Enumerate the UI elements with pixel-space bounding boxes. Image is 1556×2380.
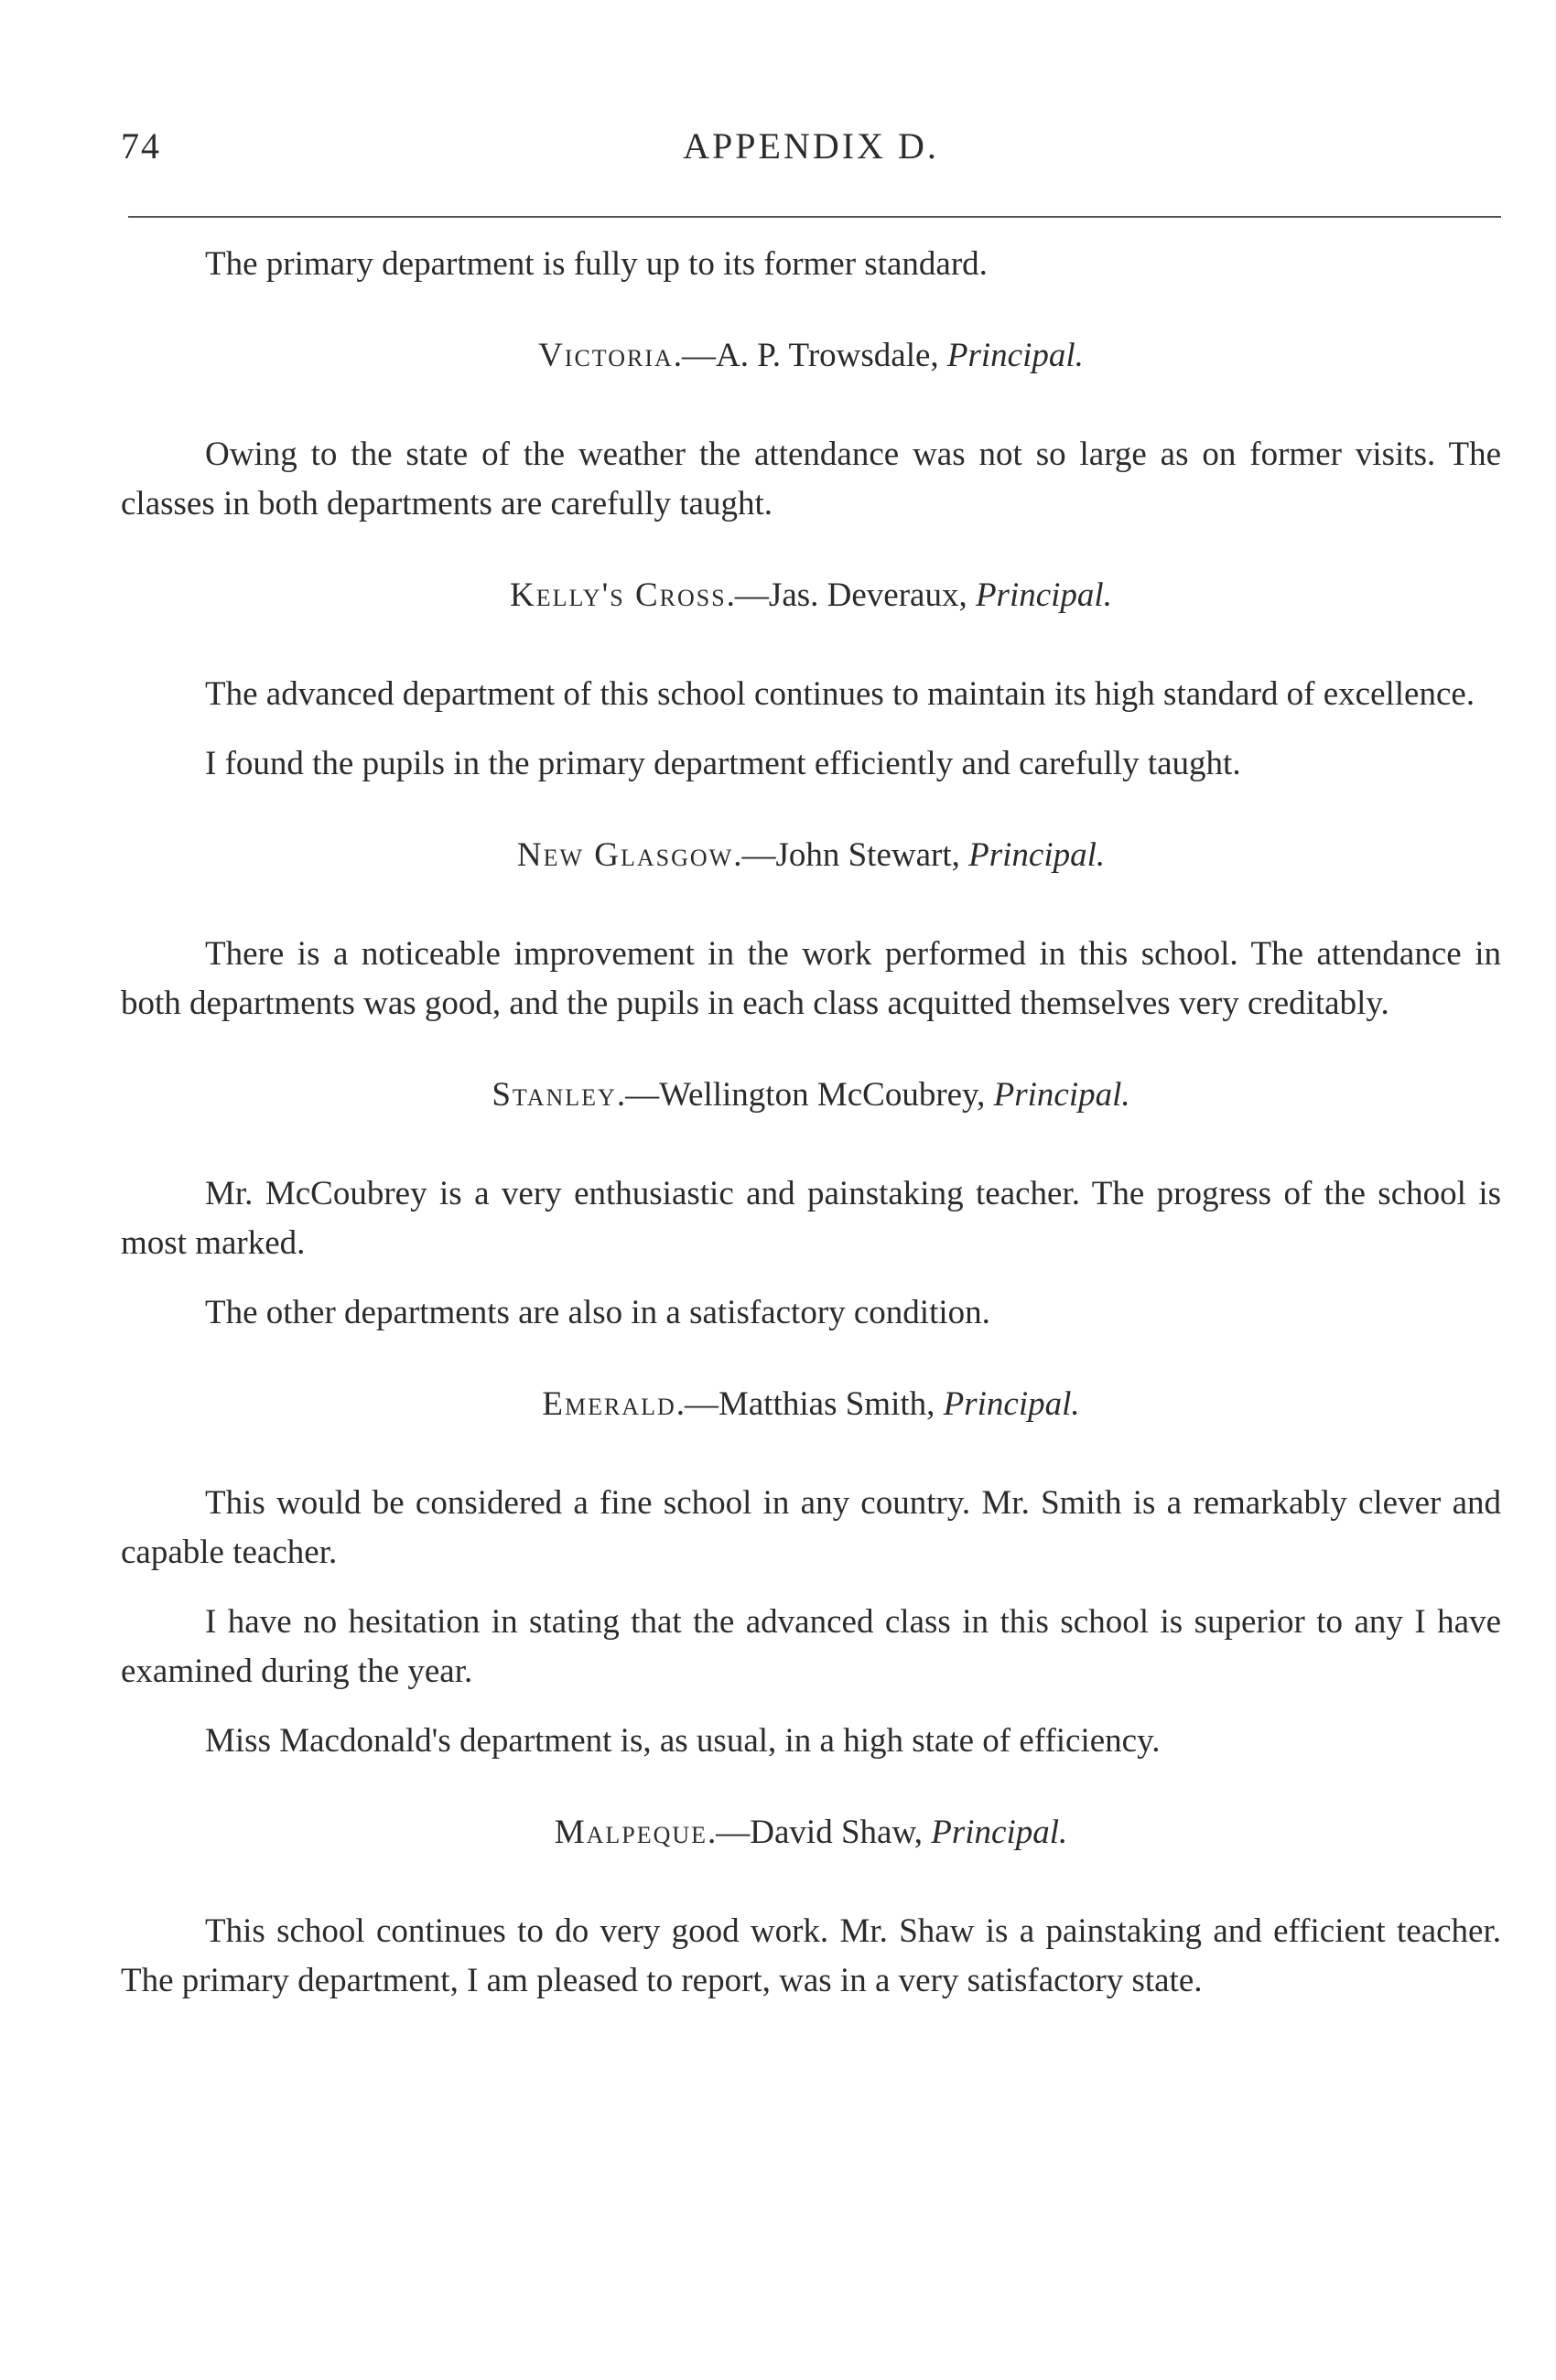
school-name: Emerald: [542, 1385, 676, 1423]
section-heading-new-glasgow: [121, 831, 1501, 880]
section-heading-stanley: [121, 1071, 1501, 1120]
principal-name: .—Jas. Deveraux,: [726, 576, 976, 614]
principal-name: .—A. P. Trowsdale,: [673, 337, 947, 374]
principal-name: .—Wellington McCoubrey,: [616, 1076, 994, 1114]
paragraph: I have no hesitation in stating that the advanced class in this school is superior to any I have examined during the year.: [121, 1603, 1501, 1690]
school-name: New Glasgow: [516, 836, 734, 874]
school-name: Stanley: [492, 1076, 617, 1114]
paragraph: The primary department is fully up to its former standard.: [205, 245, 988, 283]
paragraph: This would be considered a fine school in any country. Mr. Smith is a remarkably clever and capable teacher.: [121, 1484, 1501, 1571]
principal-role: Principal.: [975, 576, 1112, 614]
paragraph: Owing to the state of the weather the attendance was not so large as on former visits. The classes in both departments are carefully taught.: [121, 436, 1501, 522]
principal-role: Principal.: [993, 1076, 1130, 1114]
principal-name: .—John Stewart,: [733, 836, 969, 874]
section-heading-emerald: [121, 1380, 1501, 1429]
page-header: [121, 124, 1501, 179]
paragraph: There is a noticeable improvement in the work performed in this school. The attendance in both departments was good, and the pupils in each class acquitted themselves very creditably.: [121, 935, 1501, 1022]
paragraph: Mr. McCoubrey is a very enthusiastic and painstaking teacher. The progress of the school is most marked.: [121, 1175, 1501, 1262]
paragraph: Miss Macdonald's department is, as usual, in a high state of efficiency.: [205, 1722, 1161, 1760]
principal-role: Principal.: [931, 1814, 1068, 1851]
paragraph: The advanced department of this school continues to maintain its high standard of excellence.: [205, 675, 1475, 713]
section-heading-victoria: [121, 331, 1501, 381]
paragraph: This school continues to do very good work. Mr. Shaw is a painstaking and efficient teacher. The primary department, I am pleased to report, was in a very satisfactory state.: [121, 1912, 1501, 1999]
page-number: 74: [121, 125, 161, 167]
principal-name: .—David Shaw,: [708, 1814, 932, 1851]
header-rule: [128, 216, 1501, 218]
section-heading-kellys-cross: [121, 571, 1501, 620]
page-body: [121, 240, 1501, 2026]
paragraph: The other departments are also in a satisfactory condition.: [205, 1294, 990, 1331]
section-heading-malpeque: [121, 1808, 1501, 1858]
school-name: Kelly's Cross: [510, 576, 727, 614]
running-title: APPENDIX D.: [683, 125, 939, 167]
paragraph: I found the pupils in the primary department efficiently and carefully taught.: [205, 745, 1241, 782]
school-name: Victoria: [538, 337, 674, 374]
principal-role: Principal.: [968, 836, 1106, 874]
school-name: Malpeque: [554, 1814, 708, 1851]
principal-role: Principal.: [946, 337, 1084, 374]
principal-role: Principal.: [943, 1385, 1080, 1423]
principal-name: .—Matthias Smith,: [675, 1385, 944, 1423]
